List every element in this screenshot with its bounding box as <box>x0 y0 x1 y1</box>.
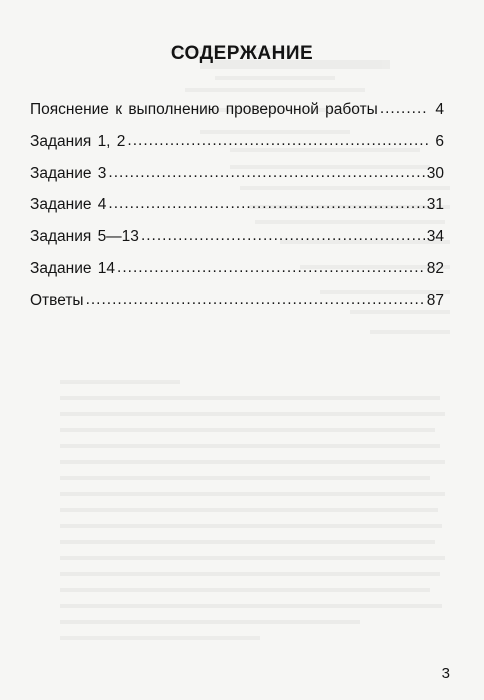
toc-entry-page: 30 <box>426 164 444 182</box>
toc-entry-label: Пояснение к выполнению проверочной работы <box>30 101 378 118</box>
toc-entry-label: Задание 4 <box>30 196 107 214</box>
toc-entry-label: Задания 1, 2 <box>30 132 126 150</box>
toc-entry-page: 6 <box>435 132 444 150</box>
toc-entry[interactable] <box>30 292 444 324</box>
toc-dot-leader <box>380 100 428 118</box>
page-number: 3 <box>441 665 450 682</box>
toc-dot-leader <box>86 291 425 309</box>
toc-entry-label: Задания 5—13 <box>30 228 139 246</box>
table-of-contents <box>30 101 444 324</box>
toc-entry-page: 34 <box>426 228 444 246</box>
toc-entry[interactable] <box>30 133 444 165</box>
toc-entry[interactable] <box>30 228 444 260</box>
toc-entry[interactable] <box>30 260 444 292</box>
toc-entry-label: Задание 14 <box>30 259 116 277</box>
page-title: СОДЕРЖАНИЕ <box>170 42 314 64</box>
toc-dot-leader <box>108 195 424 213</box>
toc-dot-leader <box>117 259 425 277</box>
toc-entry-page: 87 <box>426 291 444 309</box>
toc-entry-label: Задание 3 <box>30 164 107 182</box>
toc-entry-page: 31 <box>426 196 444 214</box>
toc-dot-leader <box>141 227 425 245</box>
toc-entry-page: 4 <box>435 101 444 118</box>
toc-dot-leader <box>127 132 428 150</box>
toc-dot-leader <box>108 164 424 182</box>
toc-entry-page: 82 <box>426 259 444 277</box>
toc-entry[interactable] <box>30 196 444 228</box>
toc-entry[interactable] <box>30 101 444 133</box>
toc-entry-label: Ответы <box>30 291 84 309</box>
toc-entry[interactable] <box>30 165 444 197</box>
